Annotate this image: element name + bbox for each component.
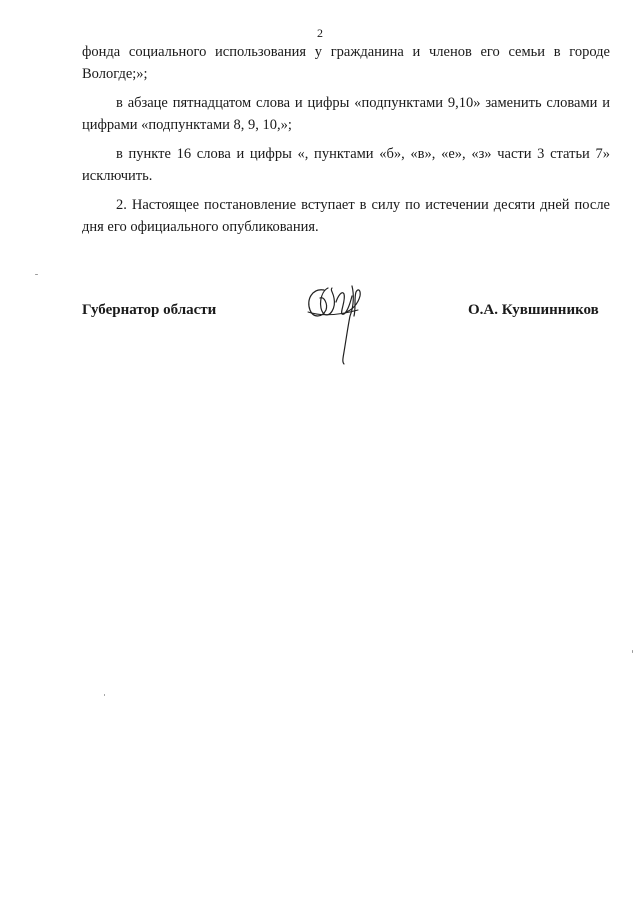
scan-speck <box>104 694 105 696</box>
paragraph-entry-into-force: 2. Настоящее постановление вступает в силу по истечении десяти дней после дня его официального опубликования. <box>82 197 610 235</box>
scan-speck <box>632 650 633 653</box>
signatory-role: Губернатор области <box>82 302 217 318</box>
paragraph-amendment-point-16: в пункте 16 слова и цифры «, пунктами «б», «в», «е», «з» части 3 статьи 7» исключить. <box>82 146 610 184</box>
paragraph-amendment-subparagraphs: в абзаце пятнадцатом слова и цифры «подпунктами 9,10» заменить словами и цифрами «подпунктами 8, 9, 10,»; <box>82 95 610 133</box>
signature-block <box>0 302 640 382</box>
handwritten-signature <box>302 282 372 372</box>
signatory-name: О.А. Кувшинников <box>468 302 599 318</box>
paragraph-continuation: фонда социального использования у гражданина и членов его семьи в городе Вологде;»; <box>82 44 610 82</box>
document-body <box>82 41 610 245</box>
page-number: 2 <box>317 26 323 40</box>
scan-speck <box>35 274 38 275</box>
